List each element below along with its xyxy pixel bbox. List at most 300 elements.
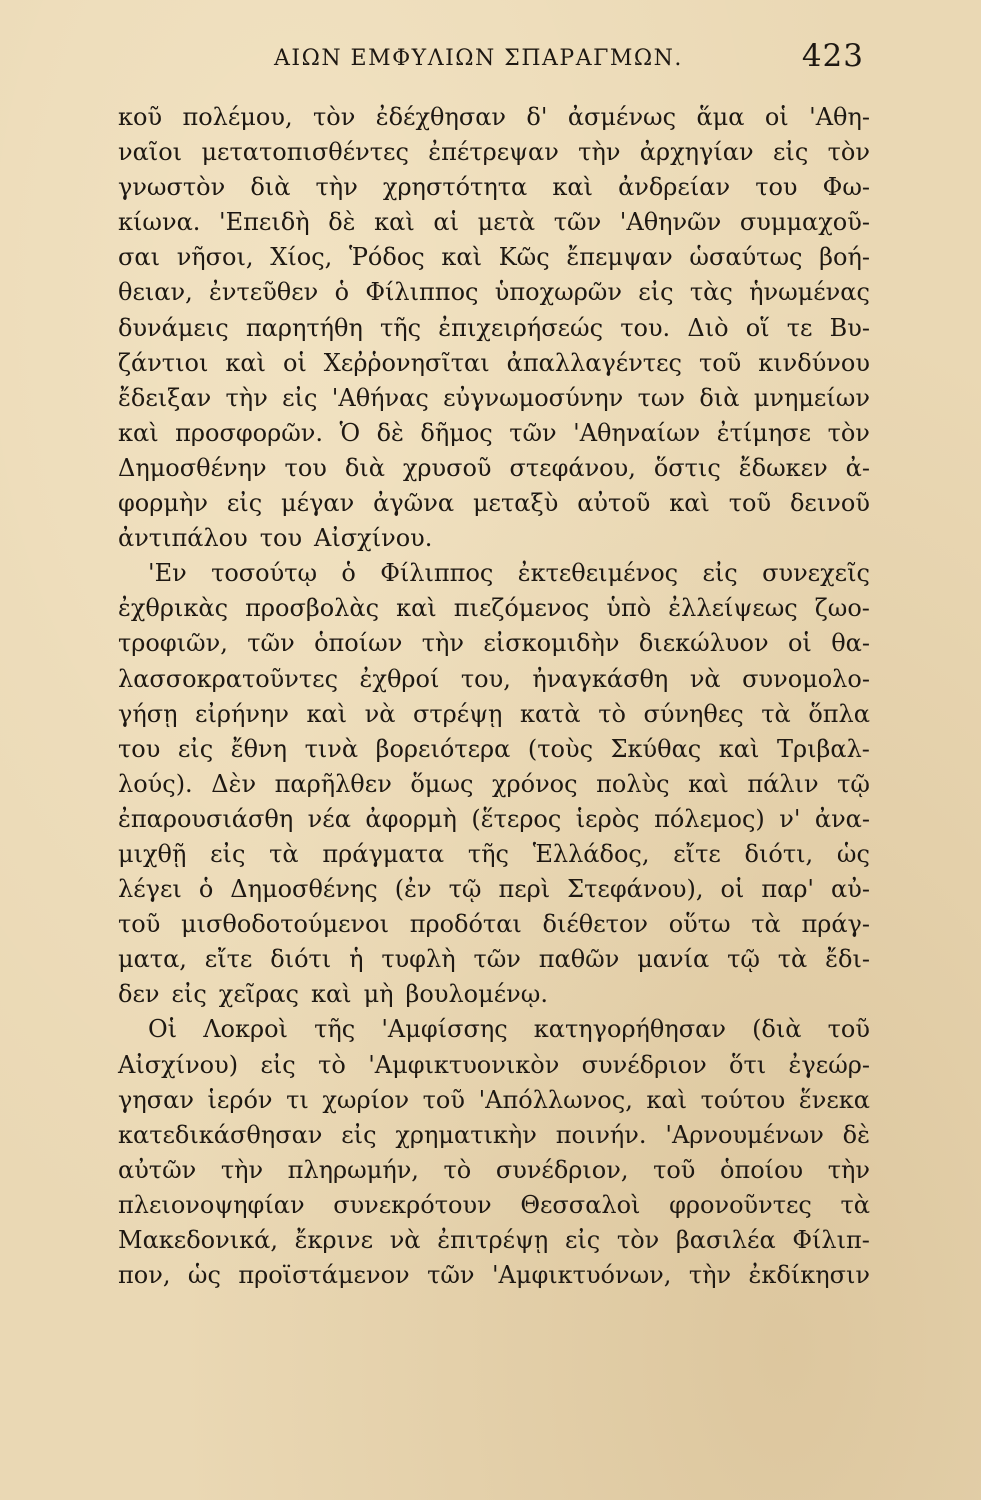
text-line	[118, 381, 870, 416]
word: θειαν,	[118, 278, 193, 307]
word: ἔθνη	[230, 734, 288, 763]
word: ἐτίμησε	[716, 418, 812, 447]
word: του.	[620, 313, 671, 342]
word: κίωνα.	[118, 208, 201, 237]
word: τὸ	[598, 699, 626, 728]
word: κινδύνου	[758, 348, 870, 377]
word: νὰ	[389, 1226, 421, 1254]
word: θα-	[831, 629, 870, 658]
word: 'Αμφικτυόνων,	[491, 1261, 672, 1290]
word: νὰ	[689, 664, 721, 693]
word: 'Αθηναίων	[573, 418, 701, 447]
word: συνομολο-	[742, 664, 870, 693]
word: ὁποίων	[314, 629, 403, 658]
word: εἰς	[210, 839, 246, 868]
text-line	[118, 907, 870, 942]
word: ἡνωμένας	[749, 278, 870, 307]
word: ὑποχωρῶν	[494, 278, 622, 307]
word: ἀνδρείαν	[618, 173, 731, 202]
word: τὰ	[761, 699, 791, 728]
word: ὁ	[341, 559, 356, 588]
word: δεν	[118, 980, 160, 1009]
word: τοσούτῳ	[211, 559, 318, 588]
word: καὶ	[374, 208, 415, 237]
word: δυνάμεις	[118, 313, 229, 342]
word: Ὁ	[339, 418, 361, 447]
word: χεῖρας	[218, 980, 299, 1009]
word: Δημοσθένην	[118, 453, 267, 482]
word: ἀ-	[845, 453, 870, 482]
text-line	[118, 1118, 870, 1153]
word: διὰ	[250, 173, 291, 202]
word: κατεδικάσθησαν	[118, 1120, 323, 1149]
word: οἱ	[764, 103, 789, 131]
word: καὶ	[441, 243, 483, 272]
word: ἐκδίκησιν	[748, 1261, 870, 1290]
text-line	[118, 275, 870, 310]
word: ὁ	[198, 875, 214, 904]
word: ὡσαύτως	[689, 243, 803, 272]
word: τῶν	[509, 418, 557, 447]
word: ἐπαρουσιάσθη	[118, 804, 294, 833]
word: λασσοκρατοῦντες	[118, 664, 339, 693]
body-text	[118, 100, 870, 1293]
word: ἐχθρικὰς	[118, 594, 229, 623]
word: ὅτι	[729, 1050, 767, 1079]
word: Φίλιππος	[365, 278, 479, 307]
word: εἰς	[341, 1120, 377, 1149]
word: εἰς	[282, 383, 318, 412]
word: παρητήθη	[245, 313, 363, 342]
word: Οἱ	[148, 1015, 178, 1044]
word: τοῦ	[653, 1155, 696, 1184]
word: ἐπιχειρήσεώς	[438, 313, 604, 342]
word: τὴν	[220, 1155, 264, 1184]
word: Φίλιππος	[380, 559, 494, 588]
word: αὐτοῦ	[577, 489, 651, 518]
word: ἐλλείψεως	[668, 594, 798, 623]
text-line	[118, 591, 870, 626]
word: εἰς	[772, 138, 809, 167]
text-line	[118, 1083, 870, 1118]
word: ἕνεκα	[798, 1085, 870, 1114]
word: δεινοῦ	[789, 489, 870, 518]
word: Λοκροὶ	[203, 1015, 288, 1044]
word: φρονοῦντες	[669, 1190, 812, 1219]
word: ὑπὸ	[606, 594, 652, 623]
word: δῆμος	[420, 418, 493, 447]
word: τῶν	[553, 208, 602, 237]
text-line	[118, 942, 870, 977]
word: τοῦ	[827, 1015, 870, 1044]
word: οἵ	[745, 313, 770, 342]
word: τῷ	[448, 875, 482, 904]
word: οἱ	[282, 348, 307, 377]
word: παρῆλθεν	[274, 769, 392, 798]
word: τὸ	[443, 1155, 472, 1184]
word: διότι,	[744, 839, 814, 868]
word: ἐπέτρεψαν	[428, 138, 559, 167]
word: ἅμα	[696, 103, 745, 131]
text-line	[118, 135, 870, 170]
word: τὴν	[421, 629, 464, 658]
word: συνέδριον,	[495, 1155, 629, 1184]
word: οἱ	[720, 875, 745, 904]
word: τινὰ	[304, 734, 359, 763]
word: ἠναγκάσθη	[532, 664, 669, 693]
word: αἱ	[433, 208, 459, 237]
word: γήσῃ	[118, 699, 178, 728]
word: συνέδριον	[581, 1050, 707, 1079]
word: δὲ	[842, 1120, 870, 1149]
word: ἱερόν	[207, 1085, 273, 1114]
word: διὰ	[699, 383, 740, 412]
word: οὕτω	[668, 910, 731, 939]
word: καὶ	[688, 769, 729, 798]
word: πράγ-	[801, 910, 870, 939]
text-line	[118, 1048, 870, 1083]
word: τι	[286, 1085, 309, 1114]
word: μεταξὺ	[472, 489, 559, 518]
word: ἐκτεθειμένος	[517, 559, 679, 588]
word: Αἰσχίνου.	[314, 524, 433, 553]
word: διότι	[270, 945, 332, 974]
word: 'Αθηνῶν	[619, 208, 722, 237]
word: μέγαν	[281, 489, 355, 518]
word: περὶ	[498, 875, 551, 904]
word: χωρίον	[322, 1085, 410, 1114]
word: Δὲν	[211, 769, 257, 798]
text-line	[118, 240, 870, 275]
word: εἰς	[260, 1050, 296, 1079]
word: ἔκρινε	[294, 1226, 374, 1254]
word: ἀγῶνα	[373, 489, 455, 518]
word: τὴν	[315, 173, 358, 202]
word: κοῦ	[118, 103, 163, 131]
text-line	[118, 767, 870, 802]
word: νὰ	[364, 699, 396, 728]
word: μετὰ	[477, 208, 536, 237]
word: Ἑλλάδος,	[532, 839, 650, 868]
word: αὐ-	[831, 875, 870, 904]
word: παθῶν	[538, 945, 620, 974]
word: ἔπεμψαν	[566, 243, 673, 272]
word: κατὰ	[519, 699, 581, 728]
word: εἴτε	[204, 945, 253, 974]
word: τῆς	[314, 1015, 356, 1044]
word: (ἐν	[394, 875, 432, 904]
word: τῆς	[467, 839, 509, 868]
word: τῷ	[727, 945, 760, 974]
text-line	[118, 486, 870, 521]
word: τοῦ	[698, 348, 742, 377]
word: μανία	[637, 945, 710, 974]
word: τὰ	[269, 839, 299, 868]
word: μνημείων	[753, 383, 870, 412]
word: ἐγεώρ-	[788, 1050, 870, 1079]
word: εἰς	[177, 734, 214, 763]
word: ἡ	[349, 945, 364, 974]
text-line	[118, 872, 870, 907]
word: τὸν	[827, 418, 870, 447]
word: ἐχθροί	[359, 664, 440, 693]
word: διέθετον	[542, 910, 648, 939]
word: πληρωμήν,	[287, 1155, 419, 1184]
word: τὸν	[827, 138, 870, 167]
text-line	[118, 416, 870, 451]
word: Κῶς	[498, 243, 550, 272]
word: βουλομένῳ.	[405, 980, 548, 1009]
word: τοῦ	[728, 489, 772, 518]
text-line	[118, 346, 870, 381]
word: τὸν	[312, 103, 356, 131]
word: καὶ	[310, 980, 352, 1009]
word: ζάντιοι	[118, 348, 209, 377]
text-line	[118, 1188, 870, 1223]
word: ἐπιτρέψῃ	[437, 1226, 549, 1254]
word: τὸν	[616, 1226, 660, 1254]
word: πολὺς	[596, 769, 670, 798]
text-line	[118, 100, 870, 135]
word: ναῖοι	[118, 138, 183, 167]
word: ὡς	[836, 839, 870, 868]
word: 'Αρνουμένων	[665, 1120, 824, 1149]
word: προσφορῶν.	[175, 418, 323, 447]
word: κατηγορήθησαν	[533, 1015, 726, 1044]
word: 'Επειδὴ	[219, 208, 310, 237]
word: (ἕτερος	[471, 804, 562, 833]
text-line	[118, 802, 870, 837]
word: πλειονοψηφίαν	[118, 1190, 305, 1219]
word: τὴν	[688, 1261, 732, 1290]
word: 'Αθη-	[809, 103, 870, 131]
word: παρ'	[761, 875, 815, 904]
word: εἰς	[171, 980, 207, 1009]
word: τῷ	[837, 769, 870, 798]
text-line	[118, 556, 870, 591]
word: του	[284, 453, 327, 482]
word: 'Εν	[148, 559, 187, 588]
text-line	[118, 977, 870, 1012]
word: ἀφορμὴ	[365, 804, 457, 833]
word: 'Απόλλωνος,	[478, 1085, 633, 1114]
word: τὴν	[225, 383, 268, 412]
word: διεκώλυον	[638, 629, 769, 658]
text-line	[118, 1258, 870, 1293]
word: του	[259, 524, 303, 553]
word: τε	[786, 313, 813, 342]
word: καὶ	[118, 418, 159, 447]
word: λέγει	[118, 875, 182, 904]
word: Δημοσθένης	[230, 875, 378, 904]
word: γησαν	[118, 1085, 194, 1114]
word: πόλεμος)	[654, 804, 765, 833]
word: ὅμως	[410, 769, 474, 798]
word: διὰ	[344, 453, 385, 482]
word: (διὰ	[752, 1015, 802, 1044]
word: ματα,	[118, 945, 187, 974]
word: Σκύθας	[610, 734, 702, 763]
word: των	[637, 383, 685, 412]
word: εἰρήνην	[195, 699, 289, 728]
word: ἱερὸς	[575, 804, 640, 833]
text-line	[118, 1153, 870, 1188]
word: (τοὺς	[527, 734, 594, 763]
text-line	[118, 1223, 870, 1258]
running-head	[118, 40, 870, 84]
word: τὰ	[777, 945, 808, 974]
word: ἀνα-	[814, 804, 870, 833]
word: συνεκρότουν	[333, 1190, 492, 1219]
word: ποινήν.	[555, 1120, 647, 1149]
text-line	[118, 311, 870, 346]
word: στρέψῃ	[412, 699, 503, 728]
word: τῶν	[473, 945, 521, 974]
word: αὐτῶν	[118, 1155, 197, 1184]
word: πάλιν	[747, 769, 819, 798]
word: δ'	[526, 103, 548, 131]
word: Ῥόδος	[348, 243, 425, 272]
word: ἔδι-	[825, 945, 870, 974]
word: Αἰσχίνου)	[118, 1050, 239, 1079]
word: Φω-	[822, 173, 870, 202]
text-line	[118, 732, 870, 767]
word: τῆς	[380, 313, 422, 342]
word: τοῦ	[118, 910, 161, 939]
word: φορμὴν	[118, 489, 208, 518]
word: δὲ	[328, 208, 356, 237]
text-line	[118, 662, 870, 697]
page-number: 423	[801, 38, 864, 74]
text-line	[118, 697, 870, 732]
word: τὸ	[318, 1050, 346, 1079]
word: εἰς	[226, 489, 263, 518]
word: του	[118, 734, 161, 763]
word: τροφιῶν,	[118, 629, 228, 658]
word: καὶ	[225, 348, 266, 377]
word: προσβολὰς	[245, 594, 380, 623]
word: οἱ	[787, 629, 812, 658]
word: τὰ	[840, 1190, 870, 1219]
word: χρυσοῦ	[402, 453, 492, 482]
word: ἀντιπάλου	[118, 524, 248, 553]
word: εἴτε	[673, 839, 721, 868]
word: σαι	[118, 243, 160, 272]
word: Στεφάνου),	[567, 875, 704, 904]
word: συμμαχοῦ-	[739, 208, 870, 237]
word: τῶν	[247, 629, 295, 658]
word: ἀσμένως	[567, 103, 677, 131]
word: εἰς	[702, 559, 738, 588]
word: πιεζόμενος	[453, 594, 590, 623]
word: Τριβαλ-	[776, 734, 870, 763]
word: μισθοδοτούμενοι	[181, 910, 389, 939]
word: πολέμου,	[182, 103, 293, 131]
word: του,	[460, 664, 511, 693]
word: μὴ	[363, 980, 394, 1009]
word: Βυ-	[829, 313, 870, 342]
word: του	[755, 173, 798, 202]
text-line	[118, 1012, 870, 1047]
word: ὡς	[187, 1261, 221, 1290]
word: εἰς	[638, 278, 674, 307]
word: χρηματικὴν	[395, 1120, 537, 1149]
word: Θεσσαλοὶ	[520, 1190, 641, 1219]
word: καὶ	[718, 734, 760, 763]
word: εὐγνωμοσύνην	[443, 383, 624, 412]
word: πράγματα	[322, 839, 445, 868]
word: 'Αθήνας	[331, 383, 429, 412]
word: ἐντεῦθεν	[209, 278, 319, 307]
word: βασιλέα	[675, 1226, 776, 1254]
word: ἀρχηγίαν	[639, 138, 754, 167]
word: τυφλὴ	[381, 945, 456, 974]
word: καὶ	[396, 594, 437, 623]
word: καὶ	[306, 699, 348, 728]
word: εἰς	[564, 1226, 601, 1254]
word: προδόται	[409, 910, 522, 939]
word: καὶ	[552, 173, 593, 202]
text-line	[118, 626, 870, 661]
word: μιχθῇ	[118, 839, 187, 868]
word: τὰς	[689, 278, 733, 307]
word: συνεχεῖς	[762, 559, 870, 588]
word: λούς).	[118, 769, 193, 798]
word: τὴν	[578, 138, 621, 167]
word: προϊστάμενον	[238, 1261, 410, 1290]
word: ὅπλα	[808, 699, 870, 728]
word: 'Αμφίσσης	[381, 1015, 508, 1044]
word: Χίος,	[270, 243, 333, 272]
word: ζωο-	[814, 594, 870, 623]
text-line	[118, 837, 870, 872]
word: ὁποίου	[720, 1155, 804, 1184]
word: χρόνος	[491, 769, 578, 798]
word: ὅστις	[653, 453, 721, 482]
word: νέα	[307, 804, 351, 833]
word: Χεῤῥονησῖται	[323, 348, 490, 377]
word: μετατοπισθέντες	[201, 138, 409, 167]
word: στεφάνου,	[509, 453, 636, 482]
word: σύνηθες	[643, 699, 744, 728]
word: εἰσκομιδὴν	[483, 629, 620, 658]
word: χρηστότητα	[382, 173, 528, 202]
word: 'Αμφικτυονικὸν	[368, 1050, 560, 1079]
word: ν'	[779, 804, 801, 833]
word: Μακεδονικά,	[118, 1226, 278, 1254]
word: τοῦ	[422, 1085, 465, 1114]
word: τὰ	[751, 910, 781, 939]
word: ὁ	[334, 278, 350, 307]
word: Φίλιπ-	[792, 1226, 870, 1254]
word: Διὸ	[687, 313, 729, 342]
text-line	[118, 170, 870, 205]
word: βορειότερα	[375, 734, 511, 763]
word: ἐδέχθησαν	[375, 103, 506, 131]
word: δὲ	[376, 418, 404, 447]
word: ἀπαλλαγέντες	[506, 348, 682, 377]
word: τούτου	[700, 1085, 786, 1114]
word: νῆσοι,	[176, 243, 254, 272]
word: τῶν	[427, 1261, 475, 1290]
word: ἔδωκεν	[738, 453, 828, 482]
word: γνωστὸν	[118, 173, 226, 202]
text-line	[118, 521, 870, 556]
word: ἔδειξαν	[118, 383, 212, 412]
word: πον,	[118, 1261, 171, 1290]
text-line	[118, 205, 870, 240]
word: καὶ	[646, 1085, 688, 1114]
